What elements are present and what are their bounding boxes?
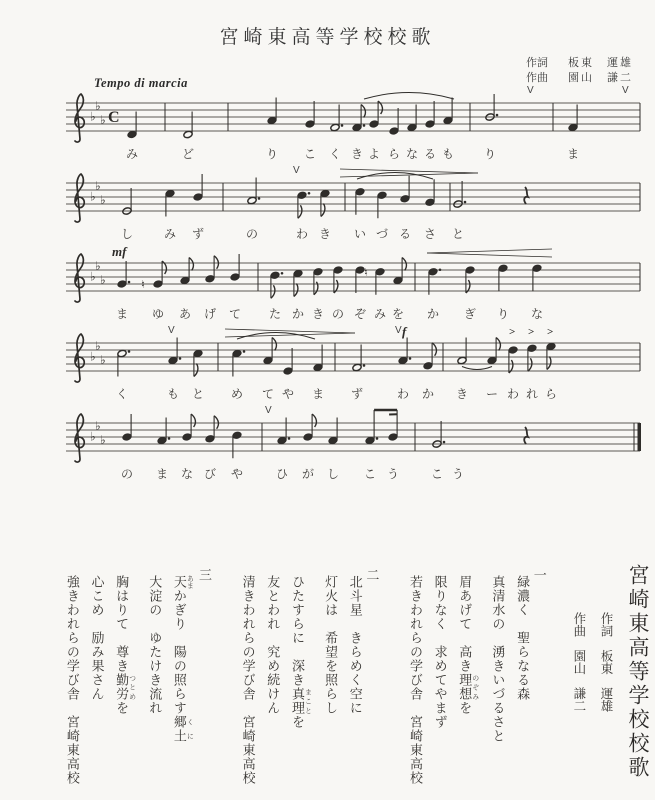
flat-sign-icon: ♭: [95, 179, 101, 193]
lyric-syllable: し: [326, 467, 339, 481]
lyric-syllable: き: [455, 387, 468, 401]
lyric-syllable: か: [421, 387, 434, 401]
lyric-syllable: れ: [525, 387, 538, 401]
lyric-syllable: ら: [544, 387, 557, 401]
lyric-syllable: や: [230, 467, 243, 481]
lyric-syllable: ど: [181, 147, 194, 161]
lyric-syllable: い: [353, 227, 366, 241]
lyric-syllable: び: [203, 467, 216, 481]
breath-mark: V: [622, 85, 629, 96]
lyric-syllable: さ: [423, 227, 436, 241]
note: [532, 264, 542, 291]
verse-number: 二: [364, 568, 380, 581]
quarter-rest-icon: [524, 427, 528, 444]
natural-sign-icon: ♮: [141, 278, 145, 291]
note: [205, 256, 218, 283]
lyric-syllable: ー: [485, 387, 498, 401]
lyric-syllable: も: [441, 147, 454, 161]
accent-mark: >: [547, 326, 554, 338]
lyricist-credit: [526, 56, 633, 71]
dynamic-marking: mf: [112, 244, 127, 259]
note: [267, 98, 277, 125]
note: [263, 338, 276, 365]
verse-line: 友とわれ 究め続けん: [265, 575, 281, 715]
note: [508, 346, 518, 373]
lyric-syllable: う: [451, 467, 464, 481]
note: [498, 264, 508, 291]
verse-line: 灯火は 希望を照らし: [323, 575, 339, 715]
lyric-syllable: と: [191, 387, 204, 401]
slur: [364, 93, 454, 100]
lyric-syllable: み: [125, 147, 138, 161]
flat-sign-icon: ♭: [90, 269, 96, 284]
decrescendo-hairpin: [225, 329, 355, 333]
note: [180, 258, 193, 285]
vertical-lyricist-credit: 作詞 板東 運雄: [598, 612, 613, 712]
lyric-syllable: わ: [506, 387, 519, 401]
note: [293, 269, 303, 296]
verse-line: 眉あげて 高き理想 のぞみを: [457, 575, 480, 715]
verse-number: 一: [531, 568, 547, 581]
lyric-syllable: ら: [387, 147, 400, 161]
lyric-syllable: ず: [350, 387, 363, 401]
note: [377, 191, 387, 218]
verse-line: 大淀の ゆたけき流れ: [147, 575, 163, 715]
lyric-syllable: た: [268, 307, 281, 321]
lyric-syllable: な: [530, 307, 543, 321]
note: [232, 349, 245, 376]
time-signature: C: [108, 109, 120, 126]
lyric-syllable: て: [228, 307, 241, 321]
lyric-syllable: わ: [295, 227, 308, 241]
note: [398, 338, 411, 365]
lyric-syllable: う: [386, 467, 399, 481]
accent-mark: >: [509, 326, 516, 338]
verse-line: ひたすらに 深き真理 まことを: [289, 575, 313, 729]
flat-sign-icon: ♭: [95, 419, 101, 433]
note: [313, 345, 323, 372]
note: [487, 338, 500, 365]
breath-mark: V: [265, 405, 272, 416]
verse-line: 真清水の 湧きいづるさと: [490, 575, 506, 743]
lyric-syllable: が: [301, 467, 314, 481]
note: [425, 101, 435, 128]
verse-number: 三: [197, 568, 213, 581]
vertical-composer-credit: 作曲 園山 謙二: [571, 612, 586, 712]
composer-role: 作曲: [526, 72, 548, 84]
note: [165, 189, 175, 216]
flat-sign-icon: ♭: [90, 189, 96, 204]
verse-line: 限りなく 求めてやまず: [432, 575, 448, 729]
lyric-syllable: く: [328, 147, 341, 161]
lyric-syllable: な: [405, 147, 418, 161]
lyric-syllable: し: [120, 227, 133, 241]
composer-name: 園山 謙二: [568, 72, 633, 84]
note: [205, 416, 218, 443]
breath-mark: V: [293, 165, 300, 176]
verse-line: 天 あまかぎり 陽の照らす郷土 くに: [171, 575, 195, 743]
note: [352, 345, 365, 372]
tie: [462, 367, 492, 370]
note: [568, 105, 578, 132]
verse-line: 胸はりて 尊き勤労 つとめを: [114, 575, 137, 715]
treble-clef-icon: [75, 334, 84, 382]
note: [297, 191, 310, 218]
lyric-syllable: も: [166, 387, 179, 401]
note: [330, 105, 343, 132]
lyricist-name: 板東 運雄: [568, 57, 633, 69]
lyric-syllable: づ: [375, 227, 388, 241]
lyric-syllable: を: [391, 307, 404, 321]
lyric-syllable: く: [115, 387, 128, 401]
lyric-syllable: こ: [363, 467, 376, 481]
furigana-annotated-text: 理想 のぞみ: [457, 673, 480, 701]
note: [352, 105, 365, 132]
lyric-syllable: め: [230, 387, 243, 401]
verse-line: 心こめ 励み果さん: [89, 575, 105, 701]
flat-sign-icon: ♭: [100, 193, 106, 207]
note: [365, 410, 378, 445]
lyric-syllable: る: [423, 147, 436, 161]
note: [193, 174, 203, 201]
note: [305, 101, 315, 128]
verse-line: 緑濃く 聖らなる森: [515, 575, 531, 701]
treble-clef-icon: [75, 174, 84, 222]
verse-line: 強きわれらの学び舎 宮崎東高校: [64, 575, 80, 785]
lyric-syllable: わ: [396, 387, 409, 401]
lyric-syllable: み: [163, 227, 176, 241]
breath-mark: V: [395, 325, 402, 336]
note: [157, 418, 170, 445]
flat-sign-icon: ♭: [95, 99, 101, 113]
flat-sign-icon: ♭: [100, 273, 106, 287]
vertical-song-title: 宮崎東高等学校校歌: [626, 564, 650, 780]
note: [457, 338, 467, 365]
lyricist-role: 作詞: [526, 57, 548, 69]
flat-sign-icon: ♭: [100, 113, 106, 127]
note: [328, 418, 338, 445]
note: [546, 342, 556, 369]
lyric-syllable: り: [496, 307, 509, 321]
staff-system-5: [58, 397, 648, 489]
furigana-annotated-text: 勤労 つとめ: [114, 673, 137, 701]
note: [230, 254, 240, 281]
crescendo-hairpin: [427, 253, 552, 257]
lyric-syllable: こ: [430, 467, 443, 481]
flat-sign-icon: ♭: [90, 109, 96, 124]
lyric-syllable: ま: [155, 467, 168, 481]
accent-mark: >: [528, 326, 535, 338]
lyric-syllable: あ: [178, 307, 191, 321]
note: [193, 349, 203, 376]
lyric-syllable: や: [281, 387, 294, 401]
verse-line: 清きわれらの学び舎 宮崎東高校: [240, 575, 256, 785]
flat-sign-icon: ♭: [100, 433, 106, 447]
lyric-syllable: な: [180, 467, 193, 481]
natural-sign-icon: ♮: [364, 265, 368, 279]
verse-line: 若きわれらの学び舎 宮崎東高校: [408, 575, 423, 785]
note: [407, 105, 417, 132]
lyric-syllable: き: [350, 147, 363, 161]
lyric-syllable: の: [331, 307, 344, 321]
crescendo-hairpin: [427, 249, 552, 253]
lyric-syllable: て: [261, 387, 274, 401]
verse-line: 北斗星 きらめく空に: [347, 575, 363, 715]
lyric-syllable: り: [265, 147, 278, 161]
treble-clef-icon: [75, 94, 84, 142]
note: [400, 176, 410, 203]
note: [270, 271, 283, 298]
flat-sign-icon: ♭: [90, 349, 96, 364]
note: [423, 343, 436, 370]
verse-lyrics-section: [65, 560, 649, 798]
furigana-annotated-text: 郷土 くに: [171, 715, 195, 743]
lyric-syllable: げ: [203, 307, 216, 321]
lyric-syllable: の: [245, 227, 258, 241]
furigana-annotated-text: 真理 まこと: [289, 687, 313, 715]
tempo-marking: Tempo di marcia: [94, 76, 188, 90]
note: [127, 112, 137, 139]
lyric-syllable: こ: [303, 147, 316, 161]
breath-mark: V: [527, 85, 534, 96]
lyric-syllable: よ: [367, 147, 380, 161]
flat-sign-icon: ♭: [90, 429, 96, 444]
treble-clef-icon: [75, 254, 84, 302]
decrescendo-hairpin: [340, 169, 478, 173]
lyric-syllable: ひ: [275, 467, 288, 481]
note: [277, 418, 290, 445]
note: [389, 108, 399, 135]
note: [393, 258, 406, 285]
flat-sign-icon: ♭: [95, 259, 101, 273]
lyric-syllable: ま: [311, 387, 324, 401]
final-barline: [638, 423, 642, 451]
lyric-syllable: き: [318, 227, 331, 241]
flat-sign-icon: ♭: [95, 339, 101, 353]
lyric-syllable: ま: [115, 307, 128, 321]
note: [117, 349, 130, 376]
lyric-syllable: ぞ: [353, 307, 366, 321]
note: [333, 266, 343, 293]
lyric-syllable: る: [398, 227, 411, 241]
note: [374, 410, 398, 441]
note: [443, 98, 453, 125]
lyric-syllable: み: [373, 307, 386, 321]
lyric-syllable: り: [483, 147, 496, 161]
note: [465, 266, 475, 293]
note: [247, 178, 260, 205]
lyric-syllable: き: [311, 307, 324, 321]
lyric-syllable: ま: [566, 147, 579, 161]
note: [168, 338, 181, 365]
note: [183, 112, 193, 139]
dynamic-marking: f: [402, 324, 407, 339]
furigana-annotated-text: 天 あま: [171, 575, 195, 589]
note: [527, 344, 537, 371]
lyric-syllable: か: [291, 307, 304, 321]
lyric-syllable: と: [451, 227, 464, 241]
note: [122, 414, 132, 441]
note: [283, 348, 293, 375]
page-title: 宮崎東高等学校校歌: [219, 27, 436, 48]
lyric-syllable: ず: [191, 227, 204, 241]
treble-clef-icon: [75, 414, 84, 462]
lyric-syllable: ゆ: [151, 307, 164, 321]
lyric-syllable: の: [120, 467, 133, 481]
lyric-syllable: ぎ: [463, 307, 476, 321]
note: [320, 189, 330, 216]
lyric-syllable: か: [426, 307, 439, 321]
breath-mark: V: [168, 325, 175, 336]
flat-sign-icon: ♭: [100, 353, 106, 367]
note: [232, 431, 242, 458]
